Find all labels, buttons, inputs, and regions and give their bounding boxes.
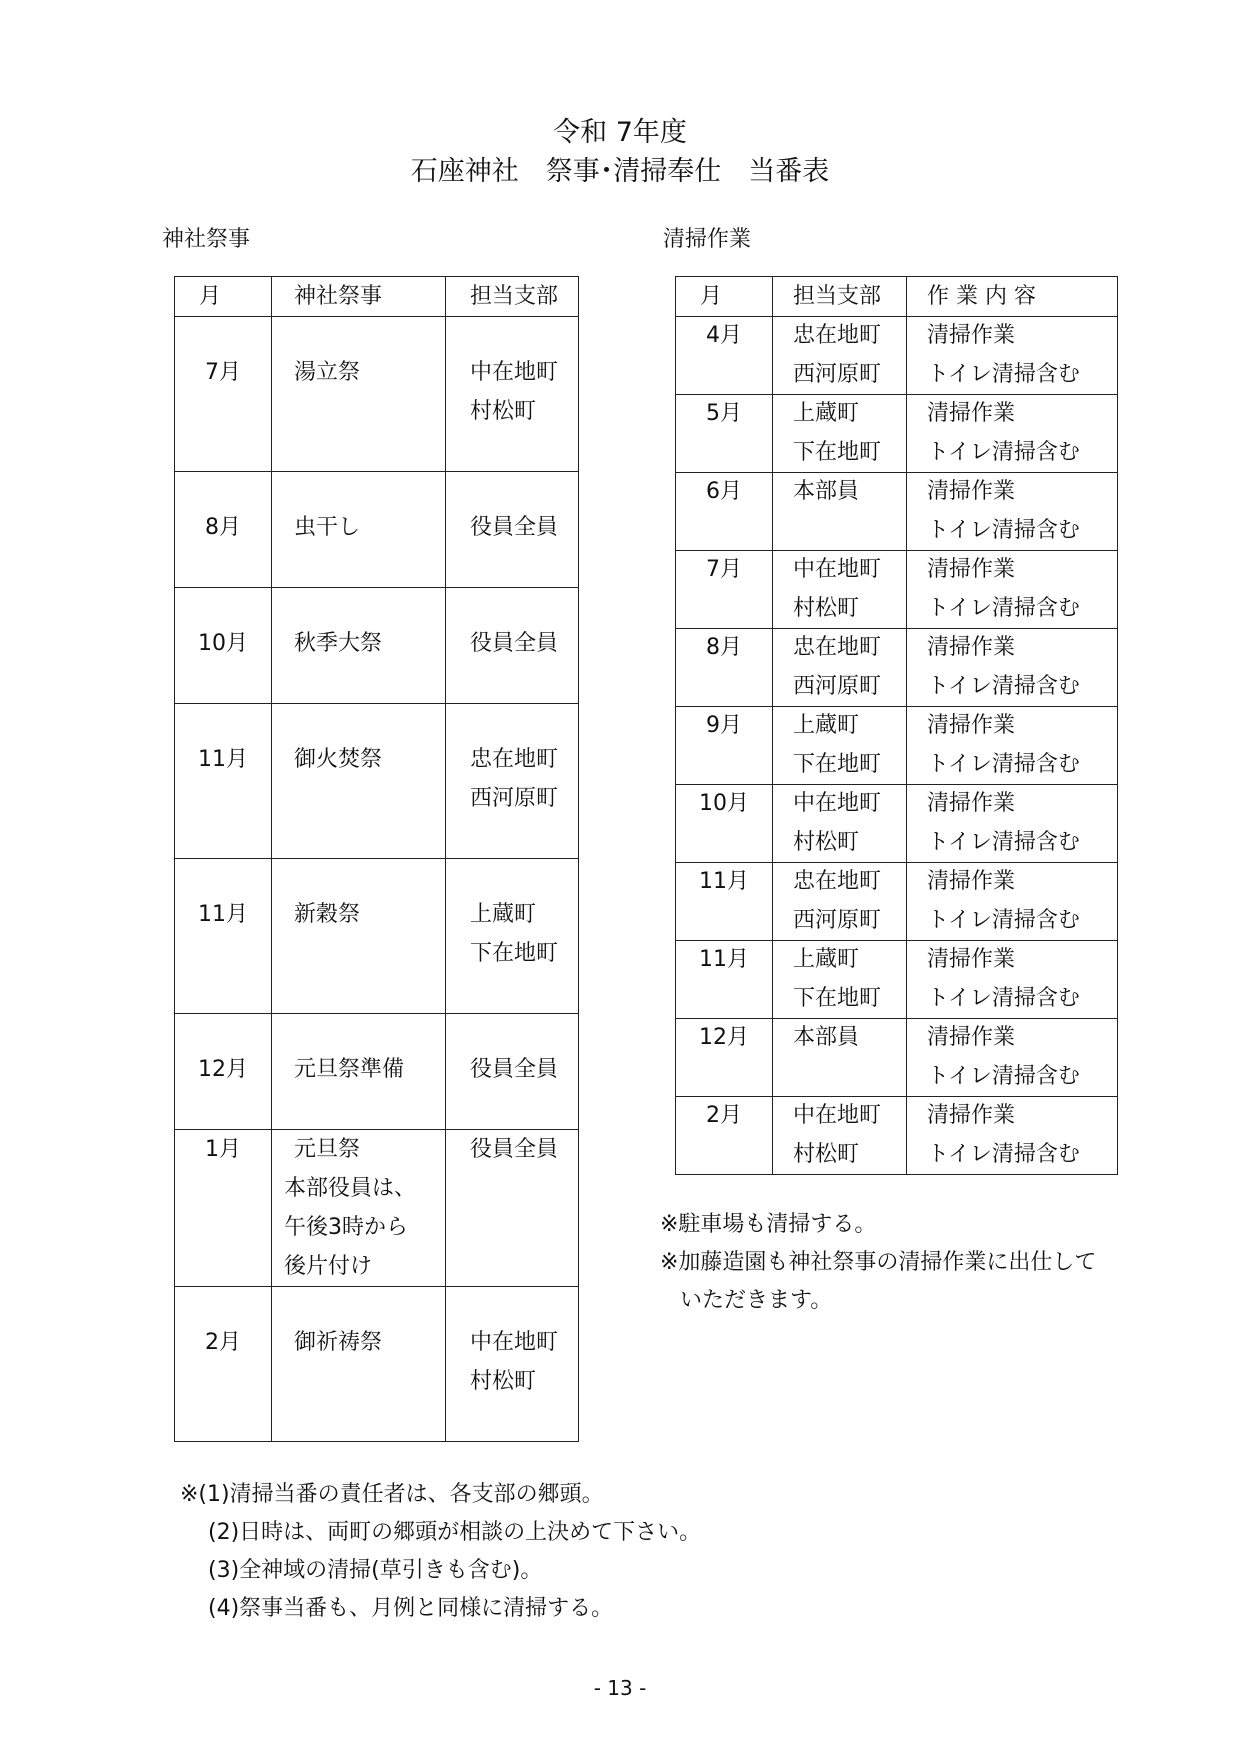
table-row bbox=[676, 317, 1118, 395]
branch-cell-line: 中在地町 bbox=[793, 1103, 882, 1128]
work-cell-line: 清掃作業 bbox=[927, 791, 1016, 816]
work-cell-line: 清掃作業 bbox=[927, 869, 1016, 894]
branch-cell-line: 中在地町 bbox=[470, 1330, 559, 1355]
event-cell-line: 湯立祭 bbox=[294, 360, 361, 385]
branch-cell bbox=[773, 941, 907, 1019]
note-parking: ※駐車場も清掃する。 bbox=[660, 1212, 877, 1237]
work-cell-line: 清掃作業 bbox=[927, 1103, 1016, 1128]
branch-cell-line: 西河原町 bbox=[793, 361, 882, 387]
branch-cell bbox=[446, 704, 579, 859]
table-row bbox=[175, 1130, 579, 1287]
month-cell: 2月 bbox=[676, 1097, 773, 1175]
note-item: (2)日時は、両町の郷頭が相談の上決めて下さい。 bbox=[208, 1520, 702, 1545]
branch-cell bbox=[446, 1014, 579, 1130]
work-cell-line: トイレ清掃含む bbox=[927, 517, 1080, 543]
table-row bbox=[676, 941, 1118, 1019]
branch-cell-line: 本部員 bbox=[793, 479, 860, 504]
branch-cell-line: 役員全員 bbox=[470, 1057, 559, 1082]
work-cell bbox=[907, 317, 1118, 395]
branch-cell bbox=[773, 707, 907, 785]
table-row bbox=[175, 588, 579, 704]
work-cell-line: トイレ清掃含む bbox=[927, 1141, 1080, 1167]
branch-cell-line: 下在地町 bbox=[793, 985, 882, 1011]
event-cell bbox=[272, 859, 446, 1014]
month-cell: 7月 bbox=[175, 317, 272, 472]
note-contractor: ※加藤造園も神社祭事の清掃作業に出仕して bbox=[660, 1250, 1097, 1275]
branch-cell bbox=[446, 472, 579, 588]
work-cell bbox=[907, 395, 1118, 473]
cleaning-notes bbox=[660, 1206, 1180, 1320]
work-cell-line: 清掃作業 bbox=[927, 401, 1016, 426]
branch-cell bbox=[773, 629, 907, 707]
general-notes bbox=[180, 1476, 1080, 1628]
event-cell bbox=[272, 704, 446, 859]
work-cell-line: トイレ清掃含む bbox=[927, 1063, 1080, 1089]
branch-cell-line: 下在地町 bbox=[470, 941, 559, 966]
branch-cell bbox=[773, 317, 907, 395]
event-cell-line: 御祈祷祭 bbox=[294, 1330, 383, 1355]
work-cell bbox=[907, 551, 1118, 629]
branch-cell-line: 下在地町 bbox=[793, 439, 882, 465]
month-cell: 12月 bbox=[676, 1019, 773, 1097]
page-number: - 13 - bbox=[593, 1676, 647, 1700]
table-row bbox=[175, 704, 579, 859]
branch-cell-line: 村松町 bbox=[470, 1369, 537, 1394]
table-header-row bbox=[676, 277, 1118, 317]
branch-cell-line: 役員全員 bbox=[470, 631, 559, 656]
branch-cell-line: 中在地町 bbox=[793, 791, 882, 816]
branch-cell bbox=[773, 785, 907, 863]
event-cell-line: 御火焚祭 bbox=[294, 747, 383, 772]
event-cell-line: 新穀祭 bbox=[294, 902, 361, 927]
branch-cell bbox=[773, 1019, 907, 1097]
work-cell-line: トイレ清掃含む bbox=[927, 751, 1080, 777]
month-cell: 10月 bbox=[676, 785, 773, 863]
festival-section-label: 神社祭事 bbox=[162, 227, 251, 252]
branch-cell bbox=[446, 1287, 579, 1442]
column-header-branch: 担当支部 bbox=[446, 277, 579, 317]
cleaning-section-label: 清掃作業 bbox=[663, 227, 752, 252]
branch-cell-line: 村松町 bbox=[470, 399, 537, 424]
branch-cell bbox=[773, 395, 907, 473]
branch-cell-line: 本部員 bbox=[793, 1025, 860, 1050]
month-cell: 11月 bbox=[175, 704, 272, 859]
work-cell-line: トイレ清掃含む bbox=[927, 595, 1080, 621]
work-cell-line: 清掃作業 bbox=[927, 947, 1016, 972]
event-cell bbox=[272, 317, 446, 472]
table-row bbox=[175, 1287, 579, 1442]
work-cell-line: 清掃作業 bbox=[927, 557, 1016, 582]
branch-cell-line: 忠在地町 bbox=[793, 635, 882, 660]
month-cell: 7月 bbox=[676, 551, 773, 629]
work-cell bbox=[907, 473, 1118, 551]
branch-cell-line: 村松町 bbox=[793, 1141, 860, 1167]
branch-cell-line: 村松町 bbox=[793, 829, 860, 855]
branch-cell-line: 中在地町 bbox=[793, 557, 882, 582]
branch-cell-line: 忠在地町 bbox=[793, 869, 882, 894]
event-cell-line: 後片付け bbox=[284, 1254, 373, 1279]
note-item: (4)祭事当番も、月例と同様に清掃する。 bbox=[208, 1596, 614, 1621]
month-cell: 9月 bbox=[676, 707, 773, 785]
festival-duty-table bbox=[174, 276, 579, 1442]
work-cell bbox=[907, 1097, 1118, 1175]
work-cell-line: 清掃作業 bbox=[927, 1025, 1016, 1050]
month-cell: 11月 bbox=[676, 863, 773, 941]
table-row bbox=[676, 863, 1118, 941]
work-cell bbox=[907, 1019, 1118, 1097]
month-cell: 12月 bbox=[175, 1014, 272, 1130]
work-cell-line: 清掃作業 bbox=[927, 323, 1016, 348]
branch-cell-line: 役員全員 bbox=[470, 1137, 559, 1162]
month-cell: 2月 bbox=[175, 1287, 272, 1442]
work-cell-line: トイレ清掃含む bbox=[927, 907, 1080, 933]
month-cell: 5月 bbox=[676, 395, 773, 473]
event-cell-line: 本部役員は、 bbox=[284, 1176, 417, 1201]
event-cell bbox=[272, 588, 446, 704]
branch-cell bbox=[773, 1097, 907, 1175]
branch-cell bbox=[446, 859, 579, 1014]
month-cell: 1月 bbox=[175, 1130, 272, 1287]
branch-cell bbox=[773, 473, 907, 551]
table-row bbox=[175, 859, 579, 1014]
month-cell: 11月 bbox=[676, 941, 773, 1019]
event-cell bbox=[272, 1130, 446, 1287]
table-row bbox=[175, 317, 579, 472]
branch-cell bbox=[446, 1130, 579, 1287]
month-cell: 10月 bbox=[175, 588, 272, 704]
table-row bbox=[676, 1019, 1118, 1097]
work-cell bbox=[907, 629, 1118, 707]
column-header-month: 月 bbox=[676, 277, 773, 317]
column-header-branch: 担当支部 bbox=[773, 277, 907, 317]
branch-cell-line: 上蔵町 bbox=[793, 713, 860, 738]
month-cell: 6月 bbox=[676, 473, 773, 551]
work-cell-line: 清掃作業 bbox=[927, 635, 1016, 660]
month-cell: 11月 bbox=[175, 859, 272, 1014]
event-cell-line: 元旦祭 bbox=[294, 1137, 361, 1162]
branch-cell-line: 上蔵町 bbox=[793, 401, 860, 426]
page-title: 石座神社 祭事･清掃奉仕 当番表 bbox=[410, 156, 830, 187]
event-cell bbox=[272, 1287, 446, 1442]
work-cell bbox=[907, 941, 1118, 1019]
column-header-work: 作 業 内 容 bbox=[907, 277, 1118, 317]
cleaning-duty-table bbox=[675, 276, 1118, 1175]
event-cell-line: 午後3時から bbox=[284, 1215, 408, 1240]
table-header-row bbox=[175, 277, 579, 317]
month-cell: 4月 bbox=[676, 317, 773, 395]
month-cell: 8月 bbox=[676, 629, 773, 707]
branch-cell bbox=[773, 863, 907, 941]
month-cell: 8月 bbox=[175, 472, 272, 588]
table-row bbox=[676, 629, 1118, 707]
table-row bbox=[676, 473, 1118, 551]
branch-cell-line: 西河原町 bbox=[793, 907, 882, 933]
branch-cell-line: 役員全員 bbox=[470, 515, 559, 540]
branch-cell-line: 中在地町 bbox=[470, 360, 559, 385]
work-cell bbox=[907, 707, 1118, 785]
note-item: ※(1)清掃当番の責任者は、各支部の郷頭。 bbox=[180, 1482, 604, 1507]
work-cell-line: 清掃作業 bbox=[927, 713, 1016, 738]
branch-cell-line: 忠在地町 bbox=[793, 323, 882, 348]
page-title-year: 令和 7年度 bbox=[553, 117, 687, 148]
branch-cell bbox=[446, 588, 579, 704]
work-cell-line: トイレ清掃含む bbox=[927, 985, 1080, 1011]
work-cell bbox=[907, 863, 1118, 941]
event-cell bbox=[272, 472, 446, 588]
column-header-month: 月 bbox=[175, 277, 272, 317]
event-cell-line: 虫干し bbox=[294, 515, 361, 540]
branch-cell bbox=[446, 317, 579, 472]
table-row bbox=[676, 551, 1118, 629]
branch-cell-line: 西河原町 bbox=[470, 786, 559, 811]
branch-cell-line: 村松町 bbox=[793, 595, 860, 621]
work-cell-line: トイレ清掃含む bbox=[927, 673, 1080, 699]
work-cell-line: トイレ清掃含む bbox=[927, 829, 1080, 855]
branch-cell-line: 忠在地町 bbox=[470, 747, 559, 772]
work-cell-line: 清掃作業 bbox=[927, 479, 1016, 504]
branch-cell-line: 上蔵町 bbox=[793, 947, 860, 972]
event-cell-line: 秋季大祭 bbox=[294, 631, 383, 656]
table-row bbox=[676, 707, 1118, 785]
table-row bbox=[676, 1097, 1118, 1175]
table-row bbox=[676, 395, 1118, 473]
note-contractor-cont: いただきます。 bbox=[680, 1288, 833, 1313]
branch-cell-line: 西河原町 bbox=[793, 673, 882, 699]
note-item: (3)全神域の清掃(草引きも含む)。 bbox=[208, 1558, 543, 1583]
branch-cell-line: 上蔵町 bbox=[470, 902, 537, 927]
branch-cell bbox=[773, 551, 907, 629]
column-header-event: 神社祭事 bbox=[272, 277, 446, 317]
event-cell bbox=[272, 1014, 446, 1130]
work-cell bbox=[907, 785, 1118, 863]
table-row bbox=[175, 1014, 579, 1130]
table-row bbox=[676, 785, 1118, 863]
branch-cell-line: 下在地町 bbox=[793, 751, 882, 777]
table-row bbox=[175, 472, 579, 588]
work-cell-line: トイレ清掃含む bbox=[927, 361, 1080, 387]
work-cell-line: トイレ清掃含む bbox=[927, 439, 1080, 465]
event-cell-line: 元旦祭準備 bbox=[294, 1057, 405, 1082]
